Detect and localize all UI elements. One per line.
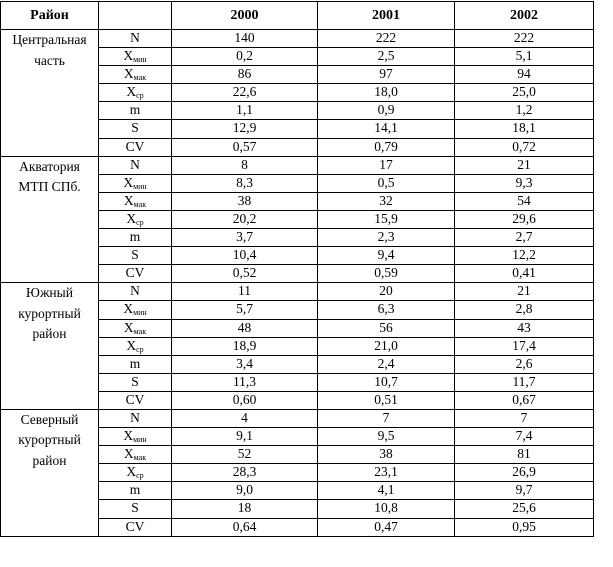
value-cell: 97 <box>318 66 455 84</box>
stat-symbol: CV <box>125 391 145 407</box>
region-name-line: часть <box>34 52 65 68</box>
stat-symbol: CV <box>125 518 145 534</box>
value-cell: 8 <box>172 156 318 174</box>
value-cell: 17,4 <box>455 337 594 355</box>
value-cell: 0,9 <box>318 102 455 120</box>
stat-symbol: X <box>123 192 134 208</box>
region-cell <box>1 30 99 157</box>
stat-subscript: мин <box>133 181 147 191</box>
value-cell: 25,6 <box>455 500 594 518</box>
value-cell: 9,3 <box>455 174 594 192</box>
region-name-line: район <box>32 326 67 342</box>
stat-cell <box>99 355 172 373</box>
value-cell: 10,7 <box>318 373 455 391</box>
stat-symbol: X <box>123 428 134 444</box>
stat-cell <box>99 30 172 48</box>
stat-cell <box>99 229 172 247</box>
value-cell: 8,3 <box>172 174 318 192</box>
stat-cell <box>99 210 172 228</box>
value-cell: 7 <box>318 409 455 427</box>
value-cell: 0,64 <box>172 518 318 536</box>
stat-subscript: мин <box>133 55 147 65</box>
stat-symbol: m <box>129 355 141 371</box>
stat-symbol: S <box>131 120 139 136</box>
value-cell: 21,0 <box>318 337 455 355</box>
stat-cell <box>99 500 172 518</box>
stat-subscript: ср <box>136 471 144 481</box>
header-region: Район <box>1 2 99 30</box>
stat-cell <box>99 319 172 337</box>
value-cell: 56 <box>318 319 455 337</box>
stat-cell <box>99 120 172 138</box>
value-cell: 4 <box>172 409 318 427</box>
value-cell: 5,1 <box>455 48 594 66</box>
value-cell: 222 <box>318 30 455 48</box>
stat-symbol: CV <box>125 265 145 281</box>
value-cell: 81 <box>455 446 594 464</box>
value-cell: 22,6 <box>172 84 318 102</box>
table-row <box>1 30 594 48</box>
stat-symbol: m <box>129 482 141 498</box>
stat-cell <box>99 66 172 84</box>
stat-symbol: m <box>129 229 141 245</box>
stat-subscript: мак <box>133 453 147 463</box>
value-cell: 9,5 <box>318 428 455 446</box>
stat-symbol: S <box>131 373 139 389</box>
stat-subscript: ср <box>136 344 144 354</box>
stat-cell <box>99 409 172 427</box>
value-cell: 3,7 <box>172 229 318 247</box>
stat-symbol: X <box>126 464 137 480</box>
stat-cell <box>99 247 172 265</box>
stat-cell <box>99 84 172 102</box>
value-cell: 10,4 <box>172 247 318 265</box>
value-cell: 4,1 <box>318 482 455 500</box>
value-cell: 0,2 <box>172 48 318 66</box>
stat-symbol: m <box>129 102 141 118</box>
value-cell: 54 <box>455 192 594 210</box>
stat-symbol: N <box>130 156 140 172</box>
region-name-line: Северный <box>20 411 79 427</box>
stat-subscript: мин <box>133 435 147 445</box>
value-cell: 7,4 <box>455 428 594 446</box>
value-cell: 2,6 <box>455 355 594 373</box>
stat-symbol: X <box>123 446 134 462</box>
value-cell: 20 <box>318 283 455 301</box>
stat-cell <box>99 48 172 66</box>
stat-symbol: X <box>123 66 134 82</box>
value-cell: 52 <box>172 446 318 464</box>
stat-cell <box>99 391 172 409</box>
stat-cell <box>99 102 172 120</box>
stat-symbol: N <box>130 30 140 45</box>
region-name-line: район <box>32 452 67 468</box>
stat-symbol: N <box>130 409 140 425</box>
stat-cell <box>99 518 172 536</box>
header-year: 2001 <box>318 2 455 30</box>
stat-cell <box>99 265 172 283</box>
value-cell: 2,3 <box>318 229 455 247</box>
value-cell: 17 <box>318 156 455 174</box>
stat-symbol: X <box>123 301 134 317</box>
stat-cell <box>99 156 172 174</box>
stat-cell <box>99 174 172 192</box>
value-cell: 7 <box>455 409 594 427</box>
region-name-line: Акватория <box>19 158 80 174</box>
stat-cell <box>99 192 172 210</box>
stat-cell <box>99 283 172 301</box>
value-cell: 0,51 <box>318 391 455 409</box>
value-cell: 18,0 <box>318 84 455 102</box>
value-cell: 25,0 <box>455 84 594 102</box>
value-cell: 28,3 <box>172 464 318 482</box>
value-cell: 11,7 <box>455 373 594 391</box>
stat-symbol: X <box>123 174 134 190</box>
value-cell: 1,1 <box>172 102 318 120</box>
value-cell: 1,2 <box>455 102 594 120</box>
value-cell: 0,41 <box>455 265 594 283</box>
table-row <box>1 156 594 174</box>
value-cell: 2,5 <box>318 48 455 66</box>
region-name-line: Южный <box>26 285 73 301</box>
value-cell: 32 <box>318 192 455 210</box>
region-cell <box>1 283 99 410</box>
value-cell: 29,6 <box>455 210 594 228</box>
value-cell: 38 <box>172 192 318 210</box>
value-cell: 0,95 <box>455 518 594 536</box>
table-body <box>1 30 594 537</box>
region-name-line: МТП СПб. <box>18 179 81 195</box>
value-cell: 0,47 <box>318 518 455 536</box>
value-cell: 21 <box>455 283 594 301</box>
value-cell: 94 <box>455 66 594 84</box>
value-cell: 0,5 <box>318 174 455 192</box>
value-cell: 9,1 <box>172 428 318 446</box>
region-name-line: курортный <box>18 305 81 321</box>
value-cell: 48 <box>172 319 318 337</box>
stat-symbol: X <box>123 48 134 64</box>
table-row <box>1 283 594 301</box>
header-row <box>1 2 594 30</box>
value-cell: 12,2 <box>455 247 594 265</box>
value-cell: 18 <box>172 500 318 518</box>
stat-symbol: X <box>126 337 137 353</box>
value-cell: 15,9 <box>318 210 455 228</box>
value-cell: 86 <box>172 66 318 84</box>
value-cell: 3,4 <box>172 355 318 373</box>
value-cell: 9,7 <box>455 482 594 500</box>
stat-subscript: мак <box>133 326 147 336</box>
value-cell: 9,4 <box>318 247 455 265</box>
region-name-line: курортный <box>18 432 81 448</box>
stat-cell <box>99 301 172 319</box>
value-cell: 11 <box>172 283 318 301</box>
stat-subscript: мин <box>133 308 147 318</box>
stat-subscript: ср <box>136 217 144 227</box>
value-cell: 18,1 <box>455 120 594 138</box>
value-cell: 11,3 <box>172 373 318 391</box>
region-cell <box>1 156 99 283</box>
stat-cell <box>99 482 172 500</box>
header-stat <box>99 2 172 30</box>
stat-symbol: S <box>131 500 139 516</box>
value-cell: 0,59 <box>318 265 455 283</box>
value-cell: 14,1 <box>318 120 455 138</box>
stat-symbol: CV <box>125 138 145 154</box>
value-cell: 23,1 <box>318 464 455 482</box>
stat-symbol: X <box>126 84 137 100</box>
stat-cell <box>99 428 172 446</box>
value-cell: 6,3 <box>318 301 455 319</box>
header-year: 2002 <box>455 2 594 30</box>
stat-symbol: X <box>123 319 134 335</box>
value-cell: 38 <box>318 446 455 464</box>
stat-cell <box>99 138 172 156</box>
value-cell: 18,9 <box>172 337 318 355</box>
stat-cell <box>99 464 172 482</box>
value-cell: 0,60 <box>172 391 318 409</box>
value-cell: 10,8 <box>318 500 455 518</box>
stat-subscript: ср <box>136 91 144 101</box>
statistics-table <box>0 1 594 537</box>
value-cell: 43 <box>455 319 594 337</box>
stat-cell <box>99 446 172 464</box>
value-cell: 0,52 <box>172 265 318 283</box>
value-cell: 0,72 <box>455 138 594 156</box>
value-cell: 0,57 <box>172 138 318 156</box>
value-cell: 12,9 <box>172 120 318 138</box>
value-cell: 20,2 <box>172 210 318 228</box>
stat-subscript: мак <box>133 199 147 209</box>
stat-symbol: X <box>126 210 137 226</box>
region-name-line: Центральная <box>12 32 87 47</box>
value-cell: 0,67 <box>455 391 594 409</box>
stat-subscript: мак <box>133 73 147 83</box>
value-cell: 2,4 <box>318 355 455 373</box>
table-row <box>1 409 594 427</box>
value-cell: 5,7 <box>172 301 318 319</box>
value-cell: 140 <box>172 30 318 48</box>
value-cell: 2,8 <box>455 301 594 319</box>
value-cell: 2,7 <box>455 229 594 247</box>
region-cell <box>1 409 99 536</box>
header-year: 2000 <box>172 2 318 30</box>
value-cell: 9,0 <box>172 482 318 500</box>
value-cell: 0,79 <box>318 138 455 156</box>
stat-symbol: N <box>130 283 140 299</box>
value-cell: 21 <box>455 156 594 174</box>
stat-cell <box>99 337 172 355</box>
stat-cell <box>99 373 172 391</box>
stat-symbol: S <box>131 247 139 263</box>
value-cell: 26,9 <box>455 464 594 482</box>
value-cell: 222 <box>455 30 594 48</box>
